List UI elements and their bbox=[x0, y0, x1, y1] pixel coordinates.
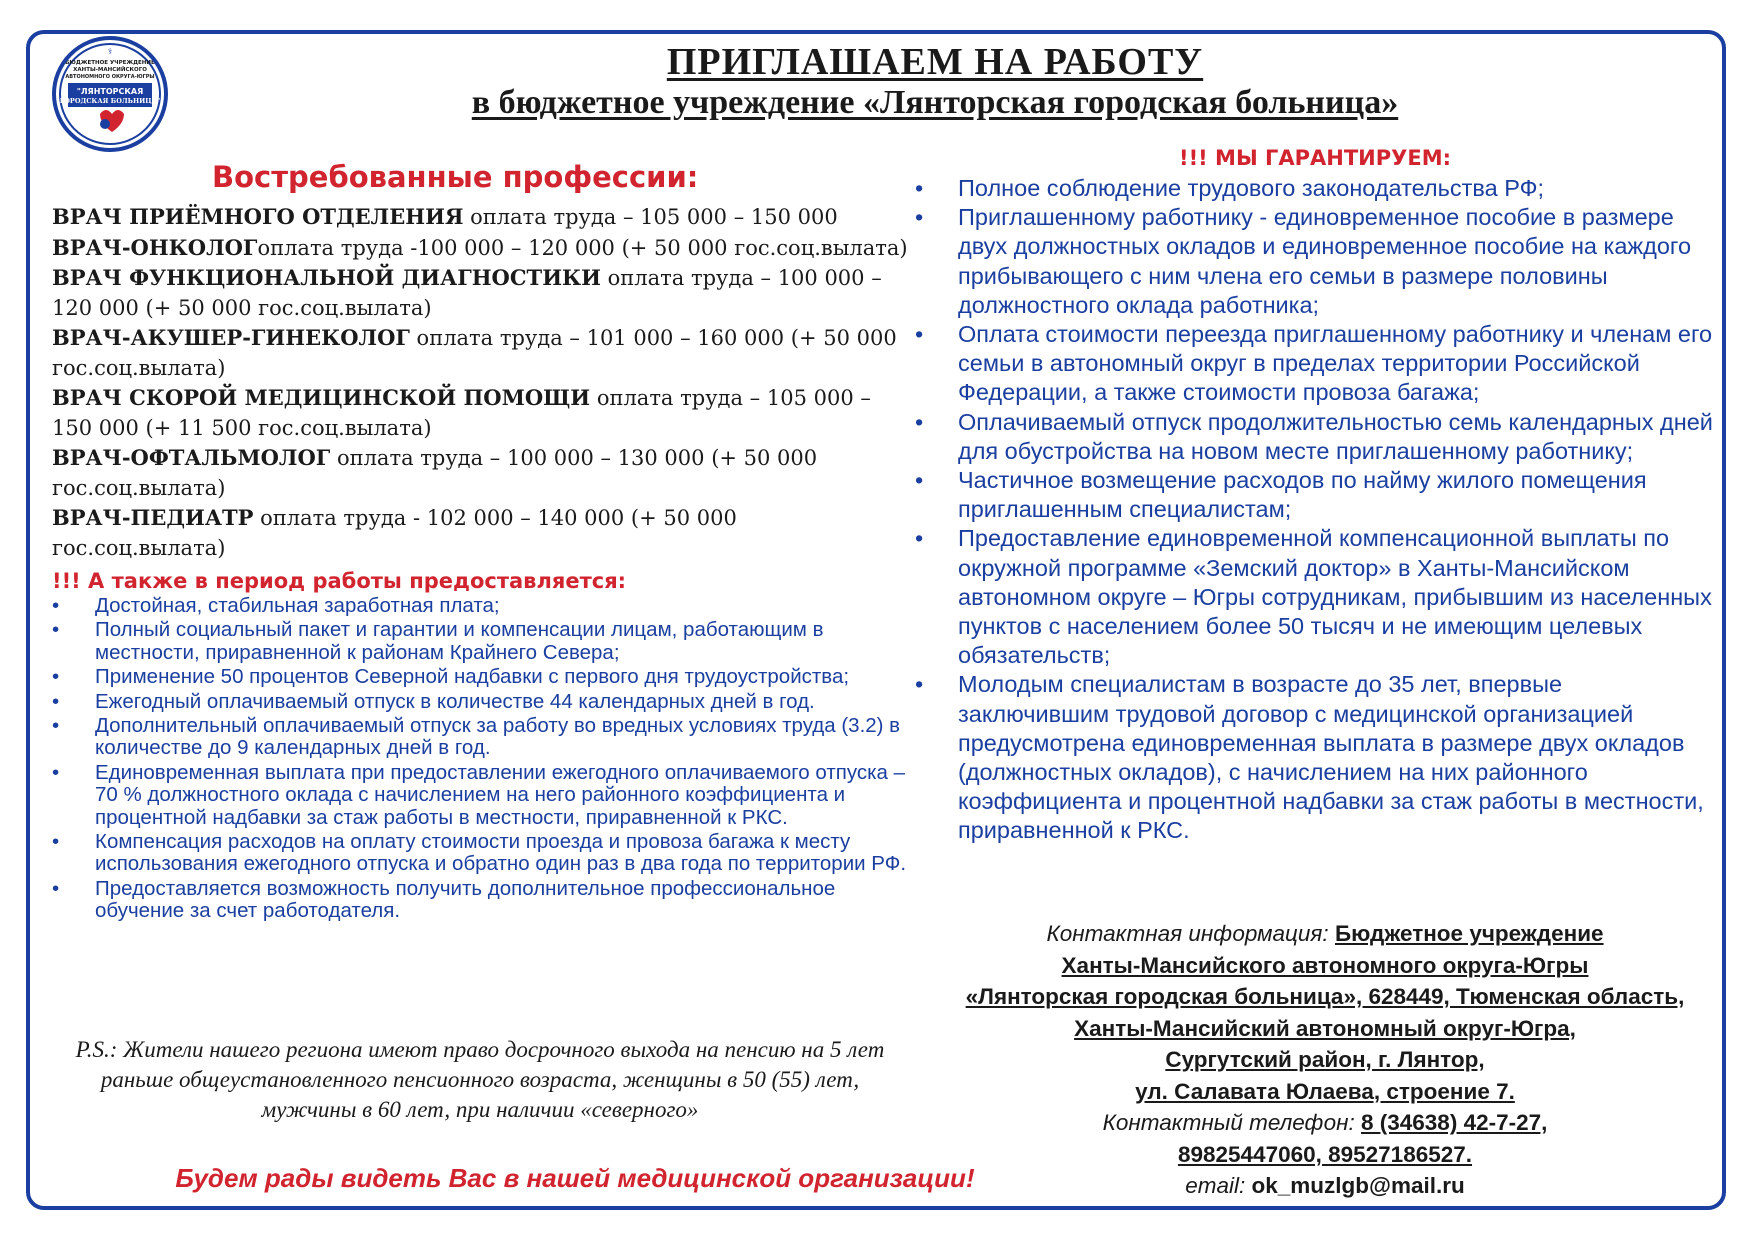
bullet-icon: • bbox=[915, 204, 924, 231]
bullet-icon: • bbox=[52, 665, 60, 689]
profession-name: ВРАЧ СКОРОЙ МЕДИЦИНСКОЙ ПОМОЩИ bbox=[52, 385, 591, 410]
page-title: ПРИГЛАШАЕМ НА РАБОТУ bbox=[666, 41, 1204, 83]
page-subtitle: в бюджетное учреждение «Лянторская городская больница» bbox=[471, 84, 1399, 121]
contact-org-line: ул. Салавата Юлаева, строение 7. bbox=[1135, 1078, 1515, 1104]
bullet-icon: • bbox=[915, 175, 924, 201]
contact-org-line: Сургутский район, г. Лянтор, bbox=[1165, 1047, 1485, 1072]
profession-item bbox=[52, 443, 912, 503]
contact-org-line: «Лянторская городская больница», 628449, Тюменская область, bbox=[965, 984, 1685, 1009]
list-item: • Оплачиваемый отпуск продолжительностью семь календарных дней для обустройства на новом месте приглашенному работнику; bbox=[915, 408, 1713, 464]
list-item: • Полный социальный пакет и гарантии и компенсации лицам, работающим в местности, приравненной к районам Крайнего Севера; bbox=[52, 618, 824, 664]
professions-title: Востребованные профессии: bbox=[212, 160, 699, 194]
profession-pay: оплата труда – 100 000 – 130 000 (+ 50 000 гос.соц.вылата) bbox=[52, 446, 818, 500]
list-item: • Частичное возмещение расходов по найму жилого помещения приглашенным специалистам; bbox=[915, 467, 1647, 523]
logo-line-2: ХАНТЫ-МАНСИЙСКОГО bbox=[73, 67, 147, 73]
bullet-icon: • bbox=[915, 321, 924, 348]
contact-org-line: Ханты-Мансийского автономного округа-Югры bbox=[1061, 952, 1589, 978]
contact-label: Контактная информация: bbox=[1046, 921, 1335, 946]
list-item: • Предоставление единовременной компенсационной выплаты по окружной программе «Земский доктор» в Ханты-Мансийском автономном округе – Югры сотрудникам, прибывшим из населенных пунктов с населением более 50 тысяч и не имеющим целевых обязательств; bbox=[915, 525, 1712, 669]
logo-line-1: БЮДЖЕТНОЕ УЧРЕЖДЕНИЕ bbox=[65, 60, 155, 66]
profession-name: ВРАЧ-ОФТАЛЬМОЛОГ bbox=[52, 445, 331, 470]
bullet-icon: • bbox=[52, 618, 60, 642]
right-column bbox=[915, 146, 1715, 846]
list-item: • Ежегодный оплачиваемый отпуск в количестве 44 календарных дней в год. bbox=[52, 689, 815, 713]
profession-pay: оплата труда – 101 000 – 160 000 (+ 50 000 гос.соц.вылата) bbox=[52, 326, 897, 380]
logo-line-5: ГОРОДСКАЯ БОЛЬНИЦА" bbox=[59, 97, 161, 105]
phone-label: Контактный телефон: bbox=[1102, 1110, 1361, 1135]
benefits-list bbox=[52, 595, 912, 923]
profession-pay: оплата труда - 102 000 – 140 000 (+ 50 000 гос.соц.вылата) bbox=[52, 506, 737, 560]
list-item: • Единовременная выплата при предоставлении ежегодного оплачиваемого отпуска – 70 % должностного оклада с начислением на него районного коэффициента и процентной надбавки за стаж работы в местности, приравненной к РКС. bbox=[52, 760, 906, 829]
email-link[interactable]: ok_muzlgb@mail.ru bbox=[1251, 1173, 1465, 1198]
list-item: • Оплата стоимости переезда приглашенному работнику и членам его семьи в автономный округ в пределах территории Российской Федерации, а также стоимости провоза багажа; bbox=[915, 321, 1713, 406]
contact-org-line: Бюджетное учреждение bbox=[1334, 921, 1604, 946]
list-item: • Предоставляется возможность получить дополнительное профессиональное обучение за счет работодателя. bbox=[52, 876, 836, 923]
bullet-icon: • bbox=[52, 830, 60, 854]
logo-line-3: АВТОНОМНОГО ОКРУГА-ЮГРЫ bbox=[65, 74, 155, 80]
list-item: • Полное соблюдение трудового законодательства РФ; bbox=[915, 174, 1715, 203]
profession-name: ВРАЧ-ПЕДИАТР bbox=[52, 505, 254, 530]
profession-item bbox=[52, 263, 912, 323]
logo-line-4: "ЛЯНТОРСКАЯ bbox=[76, 87, 144, 96]
svg-text:⚕: ⚕ bbox=[107, 47, 113, 56]
bullet-icon: • bbox=[52, 689, 60, 713]
left-column bbox=[52, 160, 912, 925]
profession-item bbox=[52, 383, 912, 443]
profession-name: ВРАЧ ФУНКЦИОНАЛЬНОЙ ДИАГНОСТИКИ bbox=[52, 265, 601, 290]
list-item: • Компенсация расходов на оплату стоимости проезда и провоза багажа к месту использования ежегодного отпуска и обратно один раз в два года по территории РФ. bbox=[52, 830, 907, 876]
bullet-icon: • bbox=[915, 525, 924, 552]
bullet-icon: • bbox=[915, 467, 924, 494]
contact-block bbox=[910, 918, 1740, 1202]
closing-message: Будем рады видеть Вас в нашей медицинской организации! bbox=[175, 1163, 975, 1193]
benefits-title: !!! А также в период работы предоставляется: bbox=[52, 569, 627, 593]
profession-name: ВРАЧ ПРИЁМНОГО ОТДЕЛЕНИЯ bbox=[52, 204, 464, 229]
list-item: • Достойная, стабильная заработная плата; bbox=[52, 594, 500, 617]
profession-pay: оплата труда – 105 000 – 150 000 bbox=[463, 205, 838, 229]
bullet-icon: • bbox=[52, 714, 60, 738]
profession-item bbox=[52, 323, 912, 383]
list-item: • Дополнительный оплачиваемый отпуск за работу во вредных условиях труда (3.2) в количестве до 9 календарных дней в год. bbox=[52, 714, 901, 760]
profession-pay: оплата труда – 105 000 – 150 000 (+ 11 500 гос.соц.вылата) bbox=[52, 386, 871, 440]
email-label: email: bbox=[1185, 1173, 1252, 1198]
profession-name: ВРАЧ-АКУШЕР-ГИНЕКОЛОГ bbox=[52, 325, 410, 350]
contact-org-line: Ханты-Мансийский автономный округ-Югра, bbox=[1074, 1015, 1576, 1041]
phone-number[interactable]: 8 (34638) 42-7-27, bbox=[1361, 1110, 1548, 1135]
profession-pay: оплата труда – 100 000 – 120 000 (+ 50 000 гос.соц.вылата) bbox=[52, 266, 882, 320]
bullet-icon: • bbox=[52, 594, 60, 617]
profession-item bbox=[52, 202, 912, 233]
list-item: • Приглашенному работнику - единовременное пособие в размере двух должностных окладов и единовременное пособие на каждого прибывающего с ним члена его семьи в размере половины должностного оклада работника; bbox=[915, 204, 1692, 318]
profession-item bbox=[52, 233, 912, 264]
phone-number[interactable]: 89825447060, 89527186527. bbox=[1177, 1141, 1473, 1167]
professions-list bbox=[52, 202, 912, 563]
bullet-icon: • bbox=[915, 408, 924, 435]
guarantees-title: !!! МЫ ГАРАНТИРУЕМ: bbox=[1179, 146, 1451, 170]
bullet-icon: • bbox=[52, 760, 60, 784]
ps-note: P.S.: Жители нашего региона имеют право досрочного выхода на пенсию на 5 лет раньше общеустановленного пенсионного возраста, женщины в 50 (55) лет, мужчины в 60 лет, при наличии «северного» bbox=[75, 1037, 885, 1122]
profession-item bbox=[52, 503, 912, 563]
profession-pay: оплата труда -100 000 – 120 000 (+ 50 000 гос.соц.вылата) bbox=[257, 235, 908, 260]
guarantees-list bbox=[915, 174, 1715, 846]
profession-name: ВРАЧ-ОНКОЛОГ bbox=[52, 234, 258, 260]
bullet-icon: • bbox=[915, 671, 924, 698]
list-item: • Молодым специалистам в возрасте до 35 лет, впервые заключившим трудовой договор с медицинской организацией предусмотрена единовременная выплата в размере двух окладов (должностных окладов), с начислением на них районного коэффициента и процентной надбавки за стаж работы в местности, приравненной к РКС. bbox=[915, 671, 1704, 844]
bullet-icon: • bbox=[52, 876, 60, 900]
list-item: • Применение 50 процентов Северной надбавки с первого дня трудоустройства; bbox=[52, 665, 850, 689]
